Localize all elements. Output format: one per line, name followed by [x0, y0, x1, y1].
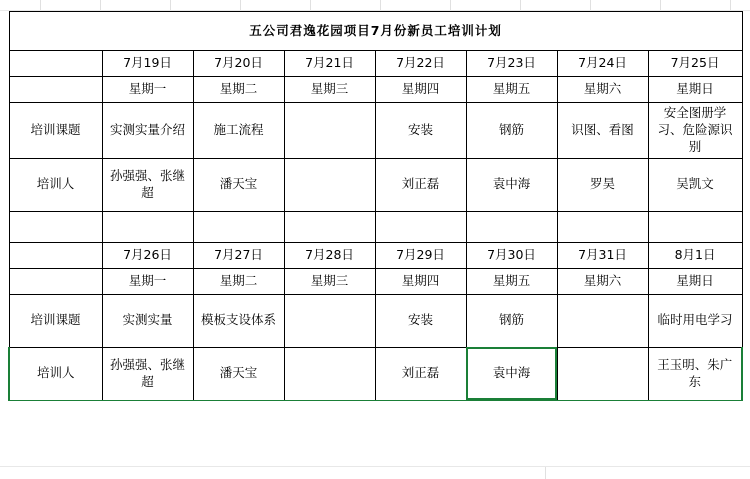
- page-title: 五公司君逸花园项目7月份新员工培训计划: [9, 12, 742, 51]
- week2-trainer-6[interactable]: 王玉明、朱广东: [648, 347, 742, 400]
- week1-weekday-0[interactable]: 星期一: [102, 77, 193, 103]
- week1-weekday-row: [9, 77, 742, 103]
- week1-course-3[interactable]: 安装: [375, 103, 466, 159]
- week1-weekday-4[interactable]: 星期五: [466, 77, 557, 103]
- week2-trainer-0[interactable]: 孙强强、张继超: [102, 347, 193, 400]
- bottom-gridline-strip: [0, 466, 750, 479]
- title-row: [9, 12, 742, 51]
- week2-date-row: [9, 242, 742, 268]
- week2-date-6[interactable]: 8月1日: [648, 242, 742, 268]
- week1-weekday-5[interactable]: 星期六: [557, 77, 648, 103]
- week1-date-2[interactable]: 7月21日: [284, 51, 375, 77]
- week1-weekday-3[interactable]: 星期四: [375, 77, 466, 103]
- week2-course-6[interactable]: 临时用电学习: [648, 294, 742, 347]
- week1-course-0[interactable]: 实测实量介绍: [102, 103, 193, 159]
- row-label-trainer-week2[interactable]: 培训人: [9, 347, 102, 400]
- spacer-cell-5[interactable]: [466, 211, 557, 242]
- week1-date-3[interactable]: 7月22日: [375, 51, 466, 77]
- selected-cell[interactable]: 袁中海: [466, 347, 557, 400]
- week2-course-3[interactable]: 安装: [375, 294, 466, 347]
- week2-trainer-2[interactable]: [284, 347, 375, 400]
- week1-date-6[interactable]: 7月25日: [648, 51, 742, 77]
- top-gridline-strip: [0, 0, 750, 11]
- week2-weekday-0[interactable]: 星期一: [102, 268, 193, 294]
- row-label-trainer-week1[interactable]: 培训人: [9, 158, 102, 211]
- week1-weekday-6[interactable]: 星期日: [648, 77, 742, 103]
- week2-course-row: [9, 294, 742, 347]
- week1-course-2[interactable]: [284, 103, 375, 159]
- week2-weekday-row: [9, 268, 742, 294]
- week1-trainer-row: [9, 158, 742, 211]
- week2-date-2[interactable]: 7月28日: [284, 242, 375, 268]
- spacer-cell-2[interactable]: [193, 211, 284, 242]
- week2-date-4[interactable]: 7月30日: [466, 242, 557, 268]
- week2-trainer-3[interactable]: 刘正磊: [375, 347, 466, 400]
- week2-trainer-row: [9, 347, 742, 400]
- week1-trainer-2[interactable]: [284, 158, 375, 211]
- week1-trainer-4[interactable]: 袁中海: [466, 158, 557, 211]
- week2-trainer-1[interactable]: 潘天宝: [193, 347, 284, 400]
- week1-course-1[interactable]: 施工流程: [193, 103, 284, 159]
- spacer-cell-1[interactable]: [102, 211, 193, 242]
- row-label-course-week2[interactable]: 培训课题: [9, 294, 102, 347]
- week2-weekday-2[interactable]: 星期三: [284, 268, 375, 294]
- spacer-cell-3[interactable]: [284, 211, 375, 242]
- training-plan-table: [8, 11, 743, 401]
- week1-trainer-0[interactable]: 孙强强、张继超: [102, 158, 193, 211]
- week1-trainer-1[interactable]: 潘天宝: [193, 158, 284, 211]
- week1-weekday-1[interactable]: 星期二: [193, 77, 284, 103]
- week1-date-1[interactable]: 7月20日: [193, 51, 284, 77]
- week1-date-row: [9, 51, 742, 77]
- week1-course-row: [9, 103, 742, 159]
- spacer-row: [9, 211, 742, 242]
- week1-trainer-5[interactable]: 罗昊: [557, 158, 648, 211]
- week2-course-1[interactable]: 模板支设体系: [193, 294, 284, 347]
- week2-trainer-5[interactable]: [557, 347, 648, 400]
- week1-trainer-3[interactable]: 刘正磊: [375, 158, 466, 211]
- spacer-cell-7[interactable]: [648, 211, 742, 242]
- week2-course-5[interactable]: [557, 294, 648, 347]
- week2-date-1[interactable]: 7月27日: [193, 242, 284, 268]
- week1-weekday-2[interactable]: 星期三: [284, 77, 375, 103]
- week1-course-5[interactable]: 识图、看图: [557, 103, 648, 159]
- spacer-cell-0[interactable]: [9, 211, 102, 242]
- spacer-cell-4[interactable]: [375, 211, 466, 242]
- week2-weekday-4[interactable]: 星期五: [466, 268, 557, 294]
- week1-course-6[interactable]: 安全图册学习、危险源识别: [648, 103, 742, 159]
- week2-weekday-5[interactable]: 星期六: [557, 268, 648, 294]
- weekday-label-cell-week2[interactable]: [9, 268, 102, 294]
- week2-weekday-3[interactable]: 星期四: [375, 268, 466, 294]
- week1-date-5[interactable]: 7月24日: [557, 51, 648, 77]
- corner-cell[interactable]: [9, 51, 102, 77]
- week1-course-4[interactable]: 钢筋: [466, 103, 557, 159]
- week1-date-4[interactable]: 7月23日: [466, 51, 557, 77]
- week1-trainer-6[interactable]: 吴凯文: [648, 158, 742, 211]
- weekday-label-cell[interactable]: [9, 77, 102, 103]
- week2-weekday-1[interactable]: 星期二: [193, 268, 284, 294]
- spacer-cell-6[interactable]: [557, 211, 648, 242]
- week2-date-0[interactable]: 7月26日: [102, 242, 193, 268]
- row-label-course-week1[interactable]: 培训课题: [9, 103, 102, 159]
- corner-cell-week2[interactable]: [9, 242, 102, 268]
- week2-course-0[interactable]: 实测实量: [102, 294, 193, 347]
- week2-course-4[interactable]: 钢筋: [466, 294, 557, 347]
- week2-weekday-6[interactable]: 星期日: [648, 268, 742, 294]
- week1-date-0[interactable]: 7月19日: [102, 51, 193, 77]
- week2-date-3[interactable]: 7月29日: [375, 242, 466, 268]
- week2-course-2[interactable]: [284, 294, 375, 347]
- week2-date-5[interactable]: 7月31日: [557, 242, 648, 268]
